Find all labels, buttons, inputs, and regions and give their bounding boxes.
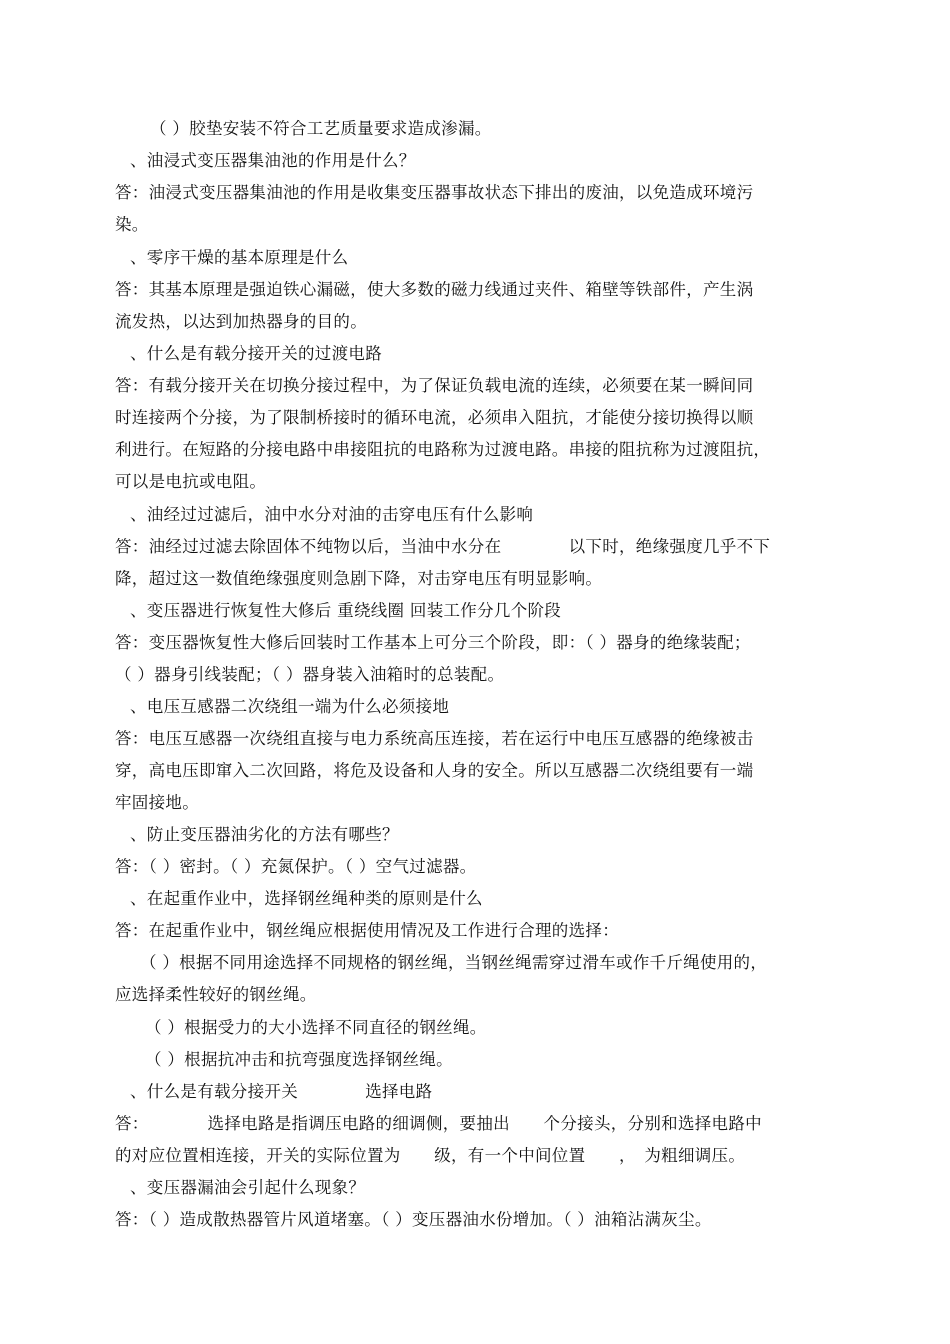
answer-line: 答：变压器恢复性大修后回装时工作基本上可分三个阶段，即：（ ）器身的绝缘装配； <box>115 633 751 652</box>
text-line: 染。 <box>115 215 149 234</box>
answer-line: 答：在起重作业中，钢丝绳应根据使用情况及工作进行合理的选择： <box>115 921 619 940</box>
text-line: 穿，高电压即窜入二次回路，将危及设备和人身的安全。所以互感器二次绕组要有一端 <box>115 761 754 780</box>
question-line: 、电压互感器二次绕组一端为什么必须接地 <box>130 697 450 716</box>
question-line: 、什么是有载分接开关的过渡电路 <box>130 344 382 363</box>
answer-line: 答：油经过过滤去除固体不纯物以后，当油中水分在 以下时，绝缘强度几乎不下 <box>115 537 771 556</box>
text-line: （ ）根据抗冲击和抗弯强度选择钢丝绳。 <box>145 1050 453 1069</box>
question-line: 、变压器进行恢复性大修后 重绕线圈 回装工作分几个阶段 <box>130 601 562 620</box>
answer-line: 答：（ ）造成散热器管片风道堵塞。（ ）变压器油水份增加。（ ）油箱沾满灰尘。 <box>115 1210 712 1229</box>
question-line: 、零序干燥的基本原理是什么 <box>130 248 349 267</box>
text-line: 流发热，以达到加热器身的目的。 <box>115 312 367 331</box>
question-line: 、油经过过滤后，油中水分对油的击穿电压有什么影响 <box>130 505 534 524</box>
text-line: 应选择柔性较好的钢丝绳。 <box>115 985 317 1004</box>
text-line: （ ）胶垫安装不符合工艺质量要求造成渗漏。 <box>150 119 492 138</box>
text-line: 时连接两个分接，为了限制桥接时的循环电流，必须串入阻抗，才能使分接切换得以顺 <box>115 408 754 427</box>
answer-line: 答：电压互感器一次绕组直接与电力系统高压连接，若在运行中电压互感器的绝缘被击 <box>115 729 754 748</box>
text-line: 可以是电抗或电阻。 <box>115 472 267 491</box>
question-line: 、油浸式变压器集油池的作用是什么？ <box>130 151 416 170</box>
answer-line: 答：有载分接开关在切换分接过程中，为了保证负载电流的连续，必须要在某一瞬间同 <box>115 376 754 395</box>
text-line: 的对应位置相连接，开关的实际位置为 级，有一个中间位置 ， 为粗细调压。 <box>115 1146 746 1165</box>
text-line: （ ）根据受力的大小选择不同直径的钢丝绳。 <box>145 1018 487 1037</box>
text-line: （ ）器身引线装配；（ ）器身装入油箱时的总装配。 <box>115 665 505 684</box>
answer-line: 答：（ ）密封。（ ）充氮保护。（ ）空气过滤器。 <box>115 857 477 876</box>
text-line: 降，超过这一数值绝缘强度则急剧下降，对击穿电压有明显影响。 <box>115 569 603 588</box>
text-line: （ ）根据不同用途选择不同规格的钢丝绳，当钢丝绳需穿过滑车或作千斤绳使用的， <box>140 953 768 972</box>
question-line: 、变压器漏油会引起什么现象？ <box>130 1178 366 1197</box>
text-line: 牢固接地。 <box>115 793 199 812</box>
question-line: 、什么是有载分接开关 选择电路 <box>130 1082 433 1101</box>
answer-line: 答：其基本原理是强迫铁心漏磁，使大多数的磁力线通过夹件、箱壁等铁部件，产生涡 <box>115 280 754 299</box>
question-line: 、防止变压器油劣化的方法有哪些？ <box>130 825 399 844</box>
question-line: 、在起重作业中，选择钢丝绳种类的原则是什么 <box>130 889 483 908</box>
answer-line: 答： 选择电路是指调压电路的细调侧，要抽出 个分接头，分别和选择电路中 <box>115 1114 762 1133</box>
answer-line: 答：油浸式变压器集油池的作用是收集变压器事故状态下排出的废油，以免造成环境污 <box>115 183 754 202</box>
text-line: 利进行。在短路的分接电路中串接阻抗的电路称为过渡电路。串接的阻抗称为过渡阻抗， <box>115 440 771 459</box>
